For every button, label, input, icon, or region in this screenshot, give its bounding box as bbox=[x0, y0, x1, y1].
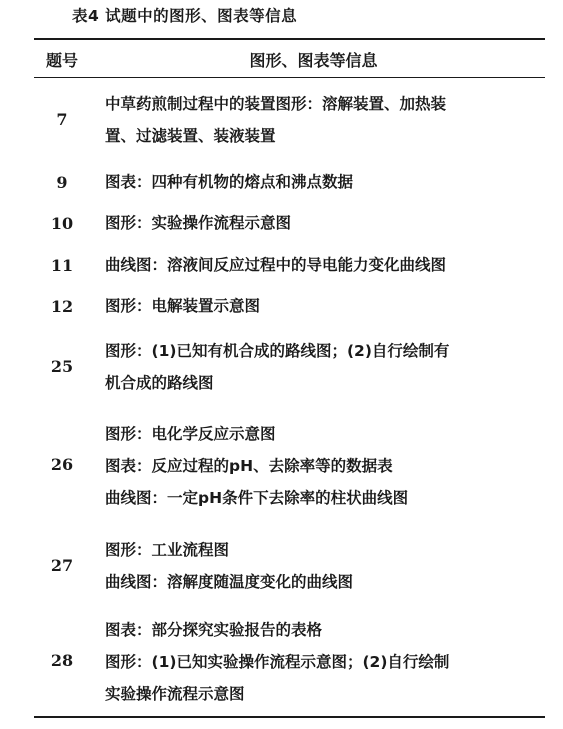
row-info bbox=[105, 335, 557, 399]
row-info bbox=[105, 249, 557, 281]
row-info bbox=[105, 290, 557, 322]
header-rule bbox=[34, 77, 545, 78]
row-number: 12 bbox=[50, 297, 74, 316]
table-row bbox=[0, 534, 563, 598]
row-number: 25 bbox=[50, 357, 74, 376]
info-line: 图形：(1)已知有机合成的路线图；(2)自行绘制有 bbox=[105, 342, 450, 360]
info-line: 机合成的路线图 bbox=[105, 374, 214, 392]
table-row bbox=[0, 207, 563, 239]
header-number: 题号 bbox=[45, 51, 78, 70]
row-info bbox=[105, 534, 557, 598]
row-number: 7 bbox=[56, 110, 68, 129]
table-row bbox=[0, 166, 563, 198]
row-info bbox=[105, 418, 557, 514]
bottom-rule bbox=[34, 716, 545, 718]
info-line: 图表：部分探究实验报告的表格 bbox=[105, 621, 323, 639]
table-row bbox=[0, 614, 563, 710]
row-number: 10 bbox=[50, 214, 74, 233]
table-row bbox=[0, 88, 563, 152]
row-info bbox=[105, 166, 557, 198]
table-row bbox=[0, 335, 563, 399]
table-row bbox=[0, 249, 563, 281]
info-line: 曲线图：一定pH条件下去除率的柱状曲线图 bbox=[105, 489, 409, 507]
info-line: 中草药煎制过程中的装置图形：溶解装置、加热装 bbox=[105, 95, 447, 113]
info-line: 图表：四种有机物的熔点和沸点数据 bbox=[105, 173, 354, 191]
row-number: 9 bbox=[56, 173, 68, 192]
info-line: 图表：反应过程的pH、去除率等的数据表 bbox=[105, 457, 393, 475]
header-info: 图形、图表等信息 bbox=[249, 51, 378, 70]
info-line: 图形：实验操作流程示意图 bbox=[105, 214, 292, 232]
info-line: 曲线图：溶液间反应过程中的导电能力变化曲线图 bbox=[105, 256, 447, 274]
info-line: 置、过滤装置、装液装置 bbox=[105, 127, 276, 145]
table-row bbox=[0, 290, 563, 322]
info-line: 曲线图：溶解度随温度变化的曲线图 bbox=[105, 573, 354, 591]
row-number: 27 bbox=[50, 556, 74, 575]
table-row bbox=[0, 418, 563, 514]
info-line: 图形：工业流程图 bbox=[105, 541, 230, 559]
info-line: 实验操作流程示意图 bbox=[105, 685, 245, 703]
row-number: 11 bbox=[50, 256, 74, 275]
table-caption: 表4 试题中的图形、图表等信息 bbox=[72, 7, 298, 25]
row-number: 26 bbox=[50, 455, 74, 474]
row-info bbox=[105, 88, 557, 152]
row-number: 28 bbox=[50, 651, 74, 670]
row-info bbox=[105, 614, 557, 710]
row-info bbox=[105, 207, 557, 239]
info-line: 图形：电化学反应示意图 bbox=[105, 425, 276, 443]
info-line: 图形：(1)已知实验操作流程示意图；(2)自行绘制 bbox=[105, 653, 450, 671]
info-line: 图形：电解装置示意图 bbox=[105, 297, 261, 315]
top-rule bbox=[34, 38, 545, 40]
